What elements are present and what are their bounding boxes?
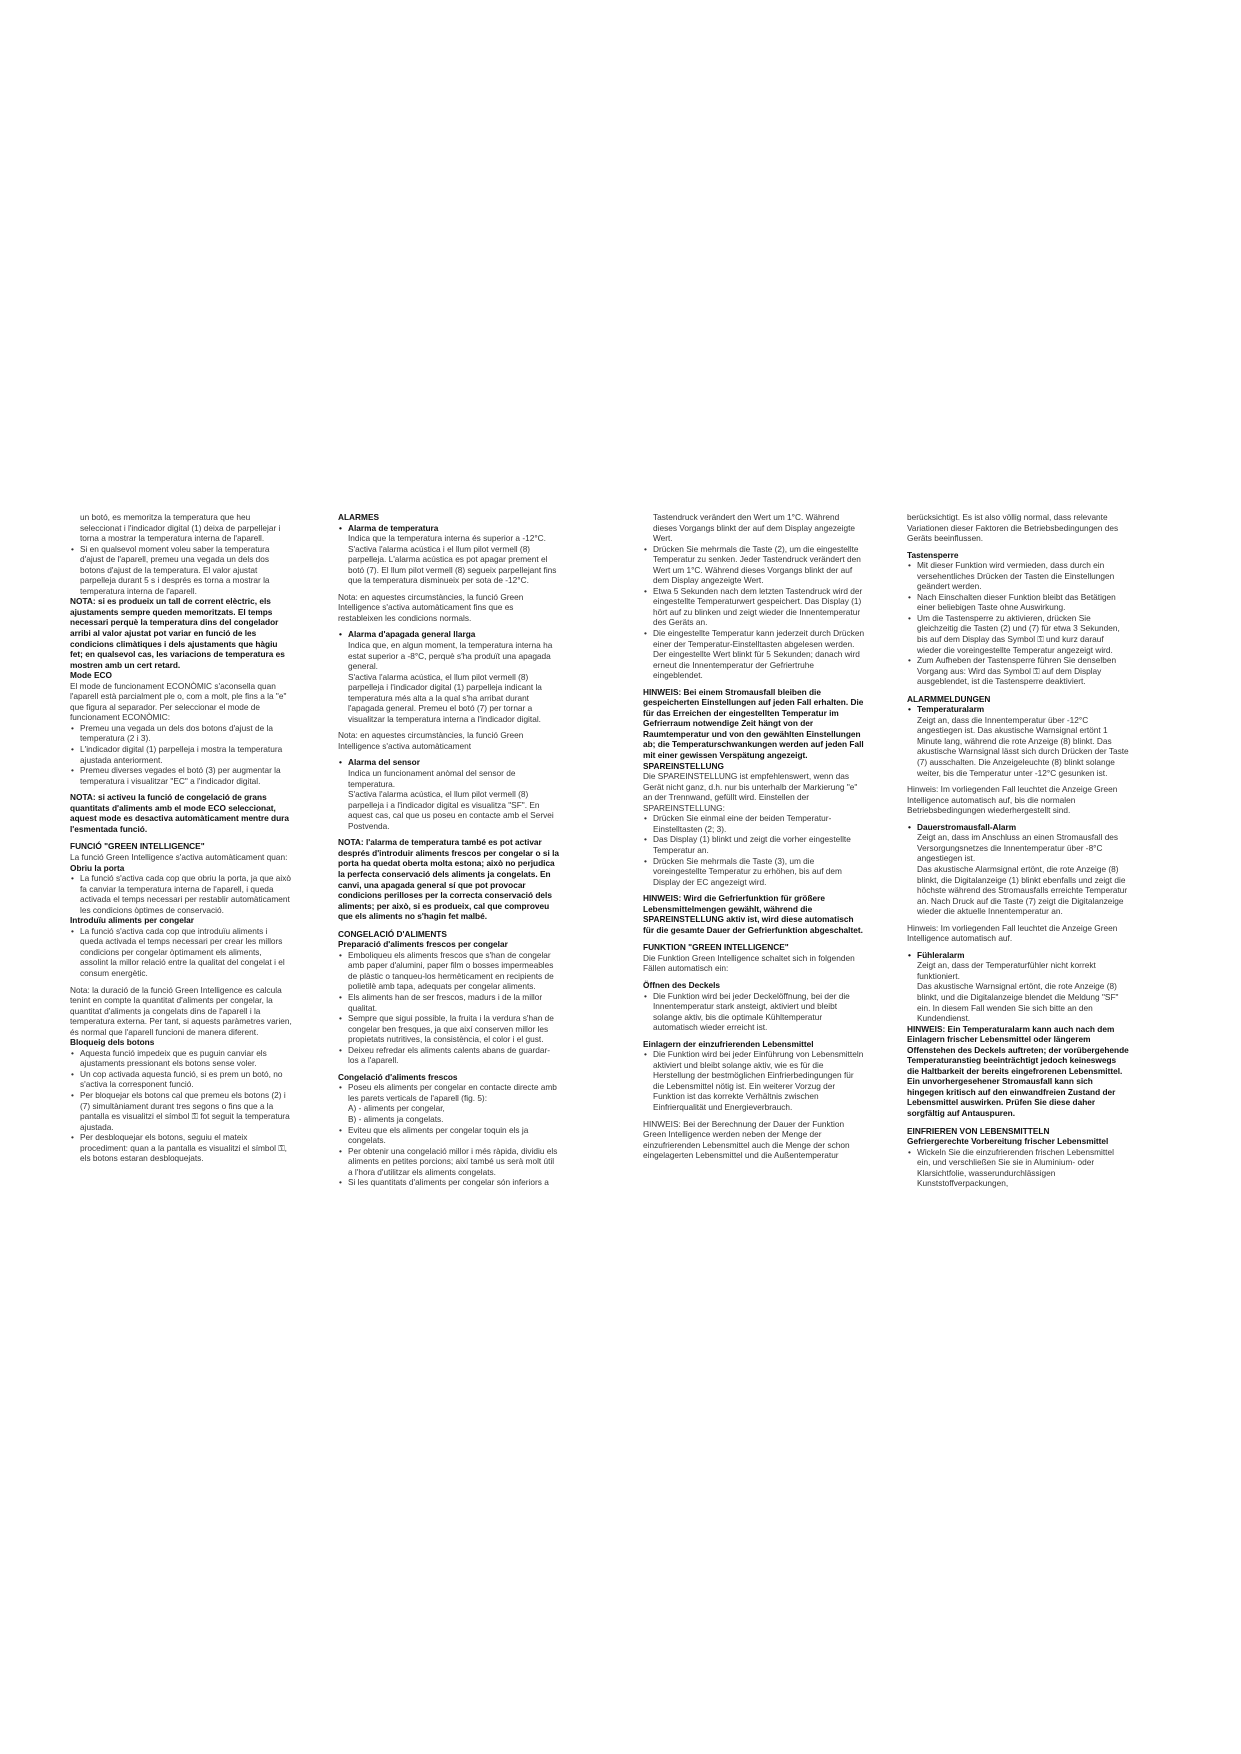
bullet-item: • L'indicador digital (1) parpelleja i mostra la temperatura ajustada anteriorment. xyxy=(70,744,292,765)
bullet-item: • Emboliqueu els aliments frescos que s'han de congelar amb paper d'alumini, paper film o bosses impermeables de plàstic o tanqueu-los hermèticament en recipients de polietilè amb tapa, adequats per congelar aliments. xyxy=(338,950,560,992)
note-paragraph: NOTA: si activeu la funció de congelació de grans quantitats d'aliments amb el mode ECO seleccionat, aquest mode es desactiva automàticament mentre dura l'esmentada funció. xyxy=(70,792,290,834)
bullet-item: • Per bloquejar els botons cal que premeu els botons (2) i (7) simultàniament durant tres segons o fins que a la pantalla es visualitzi el símbol ⚿ fot seguit la temperatura ajustada. xyxy=(70,1090,292,1132)
paragraph: Zeigt an, dass der Temperaturfühler nicht korrekt funktioniert. xyxy=(917,960,1096,981)
bullet-item: • Temperaturalarm xyxy=(907,704,1129,715)
paragraph: S'activa l'alarma acústica, el llum pilot vermell (8) parpelleja i l'indicador digital (1) parpelleja indicant la temperatura més alta a la qual s'ha arribat durant l'apagada general. Premeu el botó (7) per tornar a visualitzar la temperatura interna a l'indicador digital. xyxy=(348,671,542,724)
bullet-item: • Die Funktion wird bei jeder Einführung von Lebensmitteln aktiviert und bleibt solange aktiv, wie es für die Herstellung der bestmöglichen Einfrierbedingungen für die Lebensmittel nötig ist. Ein weiterer Vorzug der Funktion ist das korrekte Verhältnis zwischen Einfrierqualität und Energieverbrauch. xyxy=(643,1049,865,1112)
subheading: Obriu la porta xyxy=(70,862,125,873)
paragraph: Nota: la duració de la funció Green Intelligence es calcula tenint en compte la quantitat d'aliments per congelar, la quantitat d'aliments ja congelats dins de l'aparell i la temperatura externa. Per tant, si aquests paràmetres varien, és normal que l'aparell funcioni de manera diferent. xyxy=(70,984,292,1037)
bullet-item: • Premeu una vegada un dels dos botons d'ajust de la temperatura (2 i 3). xyxy=(70,723,292,744)
note-paragraph: NOTA: si es produeix un tall de corrent elèctric, els ajustaments sempre queden memoritzats. El temps necessari perquè la temperatura dins del congelador arribi al valor ajustat pot variar en funció de les condicions climàtiques i dels ajustaments que hàgiu fet; en qualsevol cas, les variacions de temperatura es mostren amb un cert retard. xyxy=(70,596,285,670)
section-heading: EINFRIEREN VON LEBENSMITTELN xyxy=(907,1125,1050,1136)
paragraph: Das akustische Warnsignal ertönt, die rote Anzeige (8) blinkt, und die Digitalanzeige blendet die Meldung "SF" ein. In diesem Fall wenden Sie sich bitte an den Kundendienst. xyxy=(917,981,1119,1024)
paragraph: A) - aliments per congelar, xyxy=(348,1103,445,1114)
paragraph: un botó, es memoritza la temperatura que heu seleccionat i l'indicador digital (1) deixa de parpellejar i torna a mostrar la temperatura interna de l'aparell. xyxy=(80,512,281,544)
paragraph: Die Funktion Green Intelligence schaltet sich in folgenden Fällen automatisch ein: xyxy=(643,952,855,974)
subheading: Preparació d'aliments frescos per congelar xyxy=(338,939,508,950)
subheading: Einlagern der einzufrierenden Lebensmittel xyxy=(643,1038,814,1049)
paragraph: B) - aliments ja congelats. xyxy=(348,1113,444,1124)
bullet-item: • Poseu els aliments per congelar en contacte directe amb les parets verticals de l'aparell (fig. 5): xyxy=(338,1082,560,1103)
bullet-item: • Premeu diverses vegades el botó (3) per augmentar la temperatura i visualitzar "EC" a l'indicador digital. xyxy=(70,765,292,786)
subheading: Introduïu aliments per congelar xyxy=(70,915,195,926)
paragraph: Indica un funcionament anòmal del sensor de temperatura. xyxy=(348,768,516,789)
column-catalan-2 xyxy=(338,512,560,1188)
bullet-item: • Alarma del sensor xyxy=(338,757,560,768)
bullet-item: • La funció s'activa cada cop que introduïu aliments i queda activada el temps necessari per crear les millors condicions per congelar òptimament els aliments, assolint la millor relació entre la qualitat del congelat i el consum energètic. xyxy=(70,926,292,979)
bullet-item: • Per obtenir una congelació millor i més ràpida, dividiu els aliments en petites porcions; així també us serà molt útil a l'hora d'utilitzar els aliments congelats. xyxy=(338,1146,560,1178)
bullet-item: • Etwa 5 Sekunden nach dem letzten Tastendruck wird der eingestellte Temperaturwert gespeichert. Das Display (1) hört auf zu blinken und zeigt wieder die Innentemperatur des Geräts an. xyxy=(643,586,865,628)
subheading: Tastensperre xyxy=(907,549,959,560)
bullet-item: • Els aliments han de ser frescos, madurs i de la millor qualitat. xyxy=(338,992,560,1013)
section-heading: CONGELACIÓ D'ALIMENTS xyxy=(338,928,447,939)
paragraph: Zeigt an, dass im Anschluss an einen Stromausfall des Versorgungsnetzes die Innentemperatur über -8°C angestiegen ist. xyxy=(917,832,1119,864)
bullet-item: • Sempre que sigui possible, la fruita i la verdura s'han de congelar ben fresques, ja que així conserven millor les propietats nutritives, la consistència, el color i el gust. xyxy=(338,1013,560,1045)
paragraph: Nota: en aquestes circumstàncies, la funció Green Intelligence s'activa automàticament fins que es restableixen les condicions normals. xyxy=(338,591,524,623)
column-german-2 xyxy=(907,512,1129,1189)
bullet-item: • Deixeu refredar els aliments calents abans de guardar-los a l'aparell. xyxy=(338,1045,560,1066)
paragraph: Die SPAREINSTELLUNG ist empfehlenswert, wenn das Gerät nicht ganz, d.h. nur bis unterhalb der Markierung "e" an der Trennwand, gefüllt wird. Einstellen der SPAREINSTELLUNG: xyxy=(643,771,858,813)
bullet-item: • Die Funktion wird bei jeder Deckelöffnung, bei der die Innentemperatur stark ansteigt, aktiviert und bleibt solange aktiv, bis die optimale Kühltemperatur automatisch wieder erreicht ist. xyxy=(643,991,865,1033)
paragraph: Tastendruck verändert den Wert um 1°C. Während dieses Vorgangs blinkt der auf dem Display angezeigte Wert. xyxy=(653,512,856,544)
paragraph: La funció Green Intelligence s'activa automàticament quan: xyxy=(70,851,288,862)
note-paragraph: HINWEIS: Ein Temperaturalarm kann auch nach dem Einlagern frischer Lebensmittel oder längerem Offenstehen des Deckels auftreten; der vorübergehende Temperaturanstieg beeinträchtigt jedoch keineswegs die Haltbarkeit der bereits eingefrorenen Lebensmittel. Ein unvorhergesehener Stromausfall kann sich hingegen kritisch auf den einwandfreien Zustand der Lebensmittel auswirken. Prüfen Sie diese daher sorgfältig auf Antauspuren. xyxy=(907,1023,1129,1118)
bullet-item: • Die eingestellte Temperatur kann jederzeit durch Drücken einer der Temperatur-Einstelltasten abgelesen werden. Der eingestellte Wert blinkt für 5 Sekunden; danach wird erneut die Innentemperatur der Gefriertruhe eingeblendet. xyxy=(643,628,865,681)
paragraph: S'activa l'alarma acústica, el llum pilot vermell (8) parpelleja i a l'indicador digital es visualitza "SF". En aquest cas, cal que us poseu en contacte amb el Servei Postvenda. xyxy=(348,789,554,831)
subheading: Congelació d'aliments frescos xyxy=(338,1071,458,1082)
bullet-item: • Dauerstromausfall-Alarm xyxy=(907,822,1129,833)
subheading: Mode ECO xyxy=(70,670,112,681)
bullet-item: • Eviteu que els aliments per congelar toquin els ja congelats. xyxy=(338,1125,560,1146)
paragraph: HINWEIS: Bei der Berechnung der Dauer der Funktion Green Intelligence werden neben der Menge der einzufrierenden Lebensmittel auch die Menge der schon eingelagerten Lebensmittel und die Außentemperatur xyxy=(643,1118,850,1161)
section-heading: FUNCIÓ "GREEN INTELLIGENCE" xyxy=(70,841,205,852)
subheading: Öffnen des Deckels xyxy=(643,979,721,990)
paragraph: Indica que la temperatura interna és superior a -12°C. S'activa l'alarma acústica i el llum pilot vermell (8) parpelleja. L'alarma acústica es pot apagar prement el botó (7). El llum pilot vermell (8) segueix parpellejant fins que la temperatura disminueix per sota de -12°C. xyxy=(348,533,557,586)
note-paragraph: HINWEIS: Wird die Gefrierfunktion für größere Lebensmittelmengen gewählt, während die SPAREINSTELLUNG aktiv ist, wird diese automatisch für die gesamte Dauer der Gefrierfunktion abgeschaltet. xyxy=(643,893,863,935)
bullet-item: • Nach Einschalten dieser Funktion bleibt das Betätigen einer beliebigen Taste ohne Auswirkung. xyxy=(907,592,1129,613)
bullet-item: • La funció s'activa cada cop que obriu la porta, ja que això fa canviar la temperatura interna de l'aparell, i queda activada el temps necessari per restablir automàticament les condicions òptimes de conservació. xyxy=(70,873,292,915)
column-catalan-1 xyxy=(70,512,292,1164)
bullet-item: • Alarma d'apagada general llarga xyxy=(338,629,560,640)
paragraph: berücksichtigt. Es ist also völlig normal, dass relevante Variationen dieser Faktoren die Betriebsbedingungen des Geräts beeinflussen. xyxy=(907,512,1119,544)
bullet-item: • Drücken Sie mehrmals die Taste (3), um die voreingestellte Temperatur zu erhöhen, bis auf dem Display der EC angezeigt wird. xyxy=(643,856,865,888)
paragraph: Nota: en aquestes circumstàncies, la funció Green Intelligence s'activa automàticament xyxy=(338,730,524,751)
bullet-item: • Mit dieser Funktion wird vermieden, dass durch ein versehentliches Drücken der Tasten die Einstellungen geändert werden. xyxy=(907,560,1129,592)
paragraph: Indica que, en algun moment, la temperatura interna ha estat superior a -8°C, perquè s'ha produït una apagada general. xyxy=(348,640,553,672)
bullet-item: • Si les quantitats d'aliments per congelar són inferiors a xyxy=(338,1177,560,1188)
section-heading: ALARMMELDUNGEN xyxy=(907,693,991,704)
bullet-item: • Aquesta funció impedeix que es puguin canviar els ajustaments pressionant els botons sense voler. xyxy=(70,1048,292,1069)
bullet-item: • Zum Aufheben der Tastensperre führen Sie denselben Vorgang aus: Wird das Symbol ⚿ auf dem Display ausgeblendet, ist die Tastensperre deaktiviert. xyxy=(907,655,1129,687)
bullet-item: • Wickeln Sie die einzufrierenden frischen Lebensmittel ein, und verschließen Sie sie in Aluminium- oder Klarsichtfolie, wasserundurchlässigen Kunststoffverpackungen, xyxy=(907,1147,1129,1189)
note-paragraph: NOTA: l'alarma de temperatura també es pot activar després d'introduir aliments frescos per congelar o si la porta ha quedat oberta molta estona; això no perjudica la perfecta conservació dels aliments ja congelats. En canvi, una apagada general sí que pot provocar condicions perilloses per la correcta conservació dels aliments; per això, si es produeix, cal que comproveu que els aliments no s'hagin fet malbé. xyxy=(338,837,559,922)
bullet-item: • Si en qualsevol moment voleu saber la temperatura d'ajust de l'aparell, premeu una vegada un dels dos botons d'ajust de la temperatura. El valor ajustat parpelleja durant 5 s i després es torna a mostrar la temperatura interna de l'aparell. xyxy=(70,544,292,597)
section-heading: FUNKTION "GREEN INTELLIGENCE" xyxy=(643,942,789,953)
paragraph: El mode de funcionament ECONÒMIC s'aconsella quan l'aparell està parcialment ple o, com a molt, ple fins a la "e" que figura al separador. Per seleccionar el mode de funcionament ECONÒMIC: xyxy=(70,680,287,723)
paragraph: Das akustische Alarmsignal ertönt, die rote Anzeige (8) blinkt, die Digitalanzeige (1) blinkt ebenfalls und zeigt die höchste während des Stromausfalls erreichte Temperatur an. Nach Druck auf die Taste (7) zeigt die Digitalanzeige wieder die aktuelle Innentemperatur an. xyxy=(917,863,1128,917)
paragraph: Hinweis: Im vorliegenden Fall leuchtet die Anzeige Green Intelligence automatisch auf, bis die normalen Betriebsbedingungen wiederhergestellt sind. xyxy=(907,784,1118,816)
subheading: Bloqueig dels botons xyxy=(70,1037,155,1048)
section-heading: ALARMES xyxy=(338,512,380,522)
bullet-item: • Drücken Sie mehrmals die Taste (2), um die eingestellte Temperatur zu senken. Jeder Tastendruck verändert den Wert um 1°C. Während dieses Vorgangs blinkt der auf dem Display angezeigte Wert. xyxy=(643,544,865,586)
bullet-item: • Un cop activada aquesta funció, si es prem un botó, no s'activa la corresponent funció. xyxy=(70,1069,292,1090)
paragraph: Hinweis: Im vorliegenden Fall leuchtet die Anzeige Green Intelligence automatisch auf. xyxy=(907,922,1118,944)
subheading: Gefriergerechte Vorbereitung frischer Lebensmittel xyxy=(907,1136,1109,1147)
note-paragraph: HINWEIS: Bei einem Stromausfall bleiben die gespeicherten Einstellungen auf jeden Fall erhalten. Die für das Erreichen der eingestellten Temperatur im Gefrierraum notwendige Zeit hängt von der Raumtemperatur und von den gewählten Einstellungen ab; die Temperaturschwankungen werden auf jeden Fall mit einer gewissen Verspätung angezeigt. xyxy=(643,686,864,761)
bullet-item: • Fühleralarm xyxy=(907,950,1129,961)
bullet-item: • Alarma de temperatura xyxy=(338,523,560,534)
bullet-item: • Um die Tastensperre zu aktivieren, drücken Sie gleichzeitig die Tasten (2) und (7) für etwa 3 Sekunden, bis auf dem Display das Symbol ⚿ und kurz darauf wieder die voreingestellte Temperatur angezeigt wird. xyxy=(907,613,1129,655)
bullet-item: • Das Display (1) blinkt und zeigt die vorher eingestellte Temperatur an. xyxy=(643,834,865,855)
bullet-item: • Drücken Sie einmal eine der beiden Temperatur-Einstelltasten (2; 3). xyxy=(643,813,865,834)
paragraph: Zeigt an, dass die Innentemperatur über -12°C angestiegen ist. Das akustische Warnsignal ertönt 1 Minute lang, während die rote Anzeige (8) blinkt. Das akustische Warnsignal lässt sich durch Drücken der Taste (7) ausschalten. Die Anzeigeleuchte (8) blinkt solange weiter, bis die Temperatur unter -12°C gesunken ist. xyxy=(917,714,1129,778)
subheading: SPAREINSTELLUNG xyxy=(643,760,724,771)
bullet-item: • Per desbloquejar els botons, seguiu el mateix procediment: quan a la pantalla es visualitzi el símbol ⚿, els botons estaran desbloquejats. xyxy=(70,1132,292,1164)
column-german-1 xyxy=(643,512,865,1161)
